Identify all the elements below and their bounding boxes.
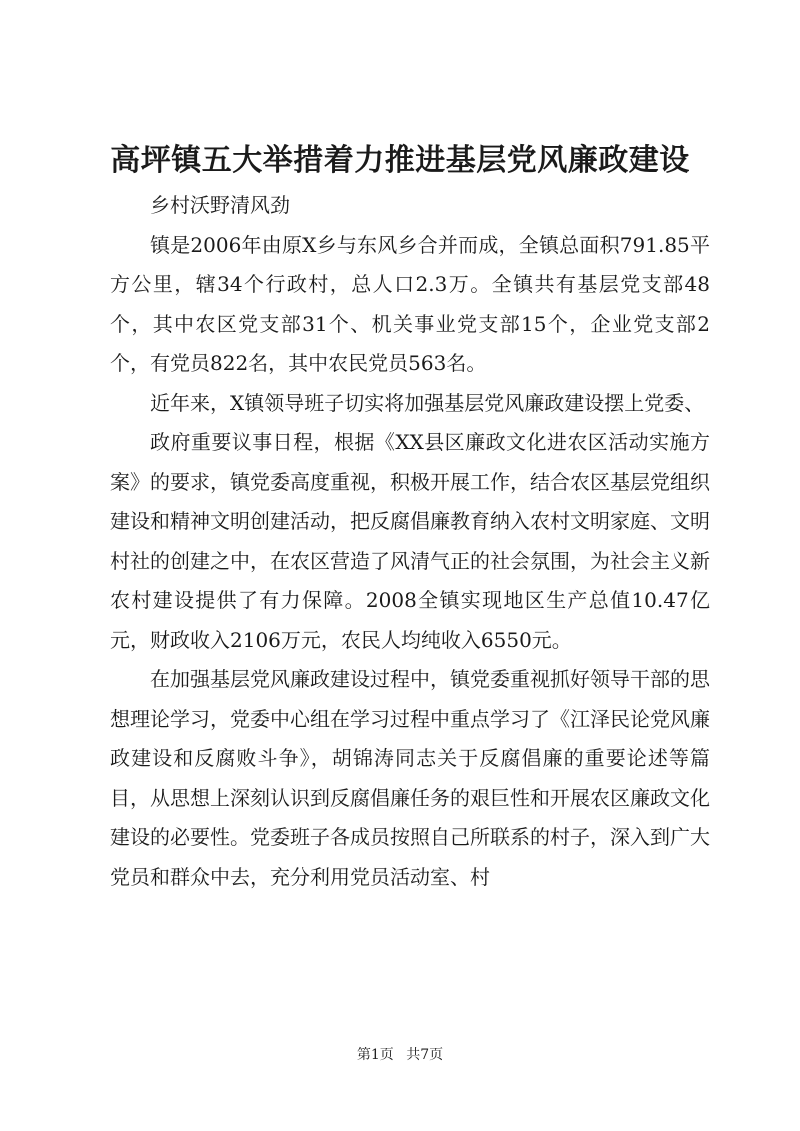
body-paragraph: 近年来，X镇领导班子切实将加强基层党风廉政建设摆上党委、 <box>150 390 705 415</box>
document-body <box>110 186 710 897</box>
page-total: 共7页 <box>406 1047 444 1063</box>
page-number: 第1页 <box>356 1047 394 1063</box>
body-paragraph: 政府重要议事日程，根据《XX县区廉政文化进农区活动实施方案》的要求，镇党委高度重视，积极开展工作，结合农区基层党组织建设和精神文明创建活动，把反腐倡廉教育纳入农村文明家庭、文明村社的创建之中，在农区营造了风清气正的社会氛围，为社会主义新农村建设提供了有力保障。2008全镇实现地区生产总值10.47亿元，财政收入2106万元，农民人均纯收入6550元。 <box>110 430 710 652</box>
subtitle-paragraph: 乡村沃野清风劲 <box>150 193 290 217</box>
body-paragraph: 镇是2006年由原X乡与东风乡合并而成，全镇总面积791.85平方公里，辖34个行政村，总人口2.3万。全镇共有基层党支部48个，其中农区党支部31个、机关事业党支部15个，企业党支部2个，有党员822名，其中农民党员563名。 <box>110 232 710 375</box>
page-footer <box>0 1045 800 1065</box>
body-paragraph: 在加强基层党风廉政建设过程中，镇党委重视抓好领导干部的思想理论学习，党委中心组在学习过程中重点学习了《江泽民论党风廉政建设和反腐败斗争》，胡锦涛同志关于反腐倡廉的重要论述等篇目，从思想上深刻认识到反腐倡廉任务的艰巨性和开展农区廉政文化建设的必要性。党委班子各成员按照自己所联系的村子，深入到广大党员和群众中去，充分利用党员活动室、村 <box>110 667 710 889</box>
document-title: 高坪镇五大举措着力推进基层党风廉政建设 <box>110 143 690 178</box>
